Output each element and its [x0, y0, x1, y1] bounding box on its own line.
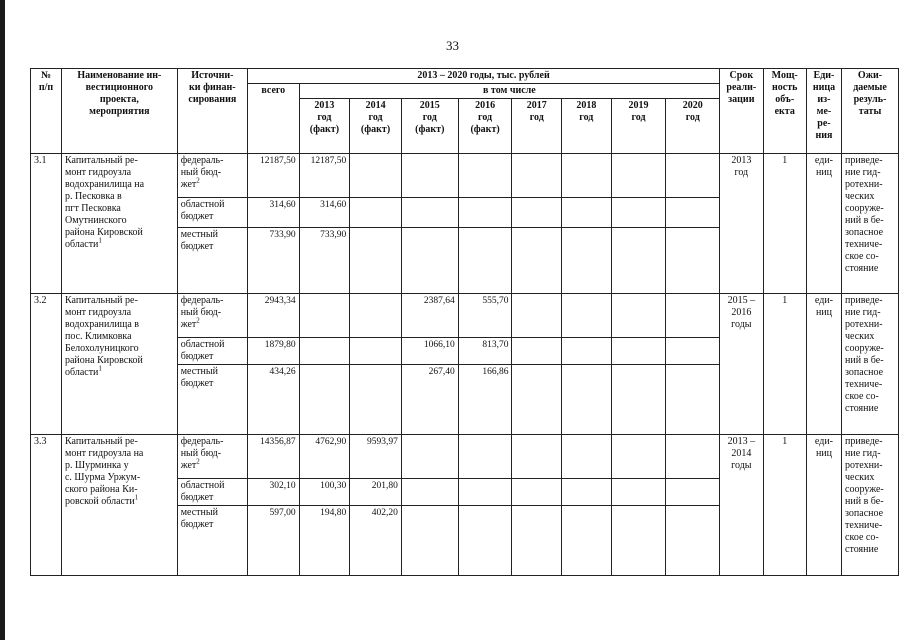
object-capacity-text: 1: [782, 155, 788, 166]
amount-year-2016: [458, 365, 512, 435]
header-year-2017: 2017 год: [512, 99, 562, 154]
amount-total: [247, 294, 299, 338]
amount-year-2016: [458, 479, 512, 506]
table-row: [31, 435, 899, 479]
amount-year-2015-text: 1066,10: [423, 340, 455, 350]
amount-year-2017: [512, 365, 562, 435]
funding-source: [177, 294, 247, 338]
amount-year-2018: [562, 479, 612, 506]
amount-year-2019: [611, 365, 666, 435]
amount-total-text: 1879,80: [264, 340, 296, 350]
expected-result: [842, 435, 899, 576]
footnote-mark: 1: [98, 364, 102, 373]
footnote-mark: 1: [134, 493, 139, 502]
amount-year-2020: [666, 338, 720, 365]
amount-total: [247, 365, 299, 435]
amount-year-2020: [666, 365, 720, 435]
implementation-term-text: 2013 год: [731, 155, 752, 178]
amount-year-2020: [666, 506, 720, 576]
header-year-2016: 2016 год (факт): [458, 99, 512, 154]
amount-year-2016-text: 555,70: [482, 296, 509, 306]
amount-total: [247, 506, 299, 576]
header-name: Наименование ин- вестиционного проекта, мероприятия: [61, 69, 177, 154]
amount-year-2014: [350, 506, 402, 576]
amount-year-2013-text: 194,80: [320, 508, 347, 518]
amount-year-2015: [401, 198, 458, 228]
amount-year-2017: [512, 479, 562, 506]
amount-year-2013: [299, 154, 350, 198]
amount-year-2019: [611, 154, 666, 198]
header-year-2019: 2019 год: [611, 99, 666, 154]
amount-year-2013-text: 4762,90: [315, 437, 347, 447]
object-capacity: [763, 435, 806, 576]
project-number-text: 3.3: [34, 436, 47, 447]
expected-result-text: приведе- ние гид- ротехни- ческих сооруже- ний в бе- зопасное техниче- ское со- стояние: [845, 155, 884, 274]
amount-total: [247, 198, 299, 228]
amount-year-2018: [562, 294, 612, 338]
amount-year-2016: [458, 506, 512, 576]
amount-year-2013: [299, 198, 350, 228]
expected-result: [842, 294, 899, 435]
footnote-mark: 1: [98, 236, 102, 245]
funding-source-text: федераль- ный бюд- жет: [180, 295, 224, 330]
funding-source-text: федераль- ный бюд- жет: [180, 436, 224, 471]
amount-year-2018: [562, 365, 612, 435]
measurement-unit: [806, 154, 841, 294]
project-number: [31, 294, 62, 435]
project-number: [31, 154, 62, 294]
amount-year-2016: [458, 154, 512, 198]
project-number-text: 3.1: [34, 155, 47, 166]
amount-year-2015-text: 267,40: [428, 367, 455, 377]
amount-year-2018: [562, 228, 612, 294]
funding-source: [177, 228, 247, 294]
header-year-2014: 2014 год (факт): [350, 99, 402, 154]
amount-year-2019: [611, 228, 666, 294]
header-source: Источни- ки финан- сирования: [177, 69, 247, 154]
amount-total-text: 597,00: [269, 508, 296, 518]
project-name: [61, 154, 177, 294]
measurement-unit: [806, 294, 841, 435]
investment-table: [30, 68, 899, 576]
amount-total-text: 733,90: [269, 230, 296, 240]
amount-year-2013: [299, 479, 350, 506]
project-number-text: 3.2: [34, 295, 47, 306]
amount-year-2016: [458, 198, 512, 228]
table-row: [31, 154, 899, 198]
implementation-term: [720, 154, 763, 294]
amount-year-2014-text: 402,20: [371, 508, 398, 518]
amount-year-2013-text: 100,30: [320, 481, 347, 491]
amount-year-2019: [611, 506, 666, 576]
project-name: [61, 435, 177, 576]
amount-year-2013: [299, 228, 350, 294]
amount-year-2017: [512, 154, 562, 198]
object-capacity-text: 1: [782, 436, 788, 447]
funding-source: [177, 506, 247, 576]
amount-total-text: 434,26: [269, 367, 296, 377]
amount-year-2014: [350, 338, 402, 365]
funding-source-text: местный бюджет: [180, 229, 218, 252]
amount-year-2018: [562, 338, 612, 365]
page-number: 33: [446, 38, 459, 53]
amount-year-2013-text: 12187,50: [310, 156, 347, 166]
implementation-term-text: 2013 – 2014 годы: [727, 436, 756, 471]
amount-year-2017: [512, 338, 562, 365]
amount-year-2016-text: 166,86: [482, 367, 509, 377]
project-name-text: Капитальный ре- монт гидроузла на р. Шурминка у с. Шурма Уржум- ского района Ки- ровской области: [64, 436, 144, 507]
funding-source-text: областной бюджет: [180, 199, 225, 222]
amount-total-text: 12187,50: [259, 156, 296, 166]
funding-source: [177, 338, 247, 365]
footnote-mark: 2: [196, 176, 200, 185]
object-capacity: [763, 294, 806, 435]
amount-total: [247, 338, 299, 365]
expected-result-text: приведе- ние гид- ротехни- ческих сооруже- ний в бе- зопасное техниче- ское со- стояние: [845, 295, 884, 414]
amount-year-2020: [666, 154, 720, 198]
amount-year-2016: [458, 294, 512, 338]
implementation-term: [720, 294, 763, 435]
funding-source: [177, 435, 247, 479]
amount-year-2017: [512, 435, 562, 479]
amount-year-2014: [350, 479, 402, 506]
amount-year-2020: [666, 435, 720, 479]
funding-source-text: местный бюджет: [180, 366, 218, 389]
expected-result-text: приведе- ние гид- ротехни- ческих сооруже- ний в бе- зопасное техниче- ское со- стояние: [845, 436, 884, 555]
amount-year-2015: [401, 435, 458, 479]
amount-year-2019: [611, 338, 666, 365]
amount-year-2014: [350, 294, 402, 338]
project-name-text: Капитальный ре- монт гидроузла водохранилища в пос. Климковка Белохолуницкого района Кировской области: [64, 295, 143, 378]
amount-year-2015: [401, 338, 458, 365]
header-year-2020: 2020 год: [666, 99, 720, 154]
amount-year-2015: [401, 506, 458, 576]
amount-year-2015: [401, 365, 458, 435]
amount-year-2015-text: 2387,64: [423, 296, 455, 306]
amount-year-2019: [611, 198, 666, 228]
funding-source: [177, 365, 247, 435]
amount-year-2018: [562, 506, 612, 576]
amount-year-2017: [512, 506, 562, 576]
header-capacity: Мощ- ность объ- екта: [763, 69, 806, 154]
amount-year-2020: [666, 198, 720, 228]
implementation-term-text: 2015 – 2016 годы: [727, 295, 756, 330]
funding-source-text: местный бюджет: [180, 507, 218, 530]
measurement-unit-text: еди- ниц: [814, 155, 833, 178]
footnote-mark: 2: [196, 316, 200, 325]
amount-year-2018: [562, 198, 612, 228]
amount-total-text: 302,10: [269, 481, 296, 491]
amount-year-2013: [299, 435, 350, 479]
amount-total-text: 2943,34: [264, 296, 296, 306]
amount-year-2017: [512, 198, 562, 228]
object-capacity-text: 1: [782, 295, 788, 306]
header-year-2015: 2015 год (факт): [401, 99, 458, 154]
amount-year-2013: [299, 338, 350, 365]
measurement-unit: [806, 435, 841, 576]
amount-total: [247, 479, 299, 506]
amount-total: [247, 228, 299, 294]
funding-source: [177, 198, 247, 228]
amount-total: [247, 435, 299, 479]
expected-result: [842, 154, 899, 294]
amount-year-2020: [666, 228, 720, 294]
amount-year-2014-text: 201,80: [371, 481, 398, 491]
amount-year-2017: [512, 294, 562, 338]
funding-source: [177, 154, 247, 198]
amount-year-2015: [401, 479, 458, 506]
header-including: в том числе: [299, 84, 720, 99]
project-name-text: Капитальный ре- монт гидроузла водохранилища на р. Песковка в пгт Песковка Омутнинского района Кировской области: [64, 155, 145, 250]
header-term: Срок реали- зации: [720, 69, 763, 154]
header-period: 2013 – 2020 годы, тыс. рублей: [247, 69, 719, 84]
amount-total-text: 14356,87: [259, 437, 296, 447]
amount-year-2014: [350, 198, 402, 228]
header-no: № п/п: [31, 69, 62, 154]
page-left-edge: [0, 0, 5, 640]
table-row: [31, 294, 899, 338]
amount-year-2013: [299, 365, 350, 435]
amount-year-2014: [350, 228, 402, 294]
funding-source-text: федераль- ный бюд- жет: [180, 155, 224, 190]
header-year-2013: 2013 год (факт): [299, 99, 350, 154]
footnote-mark: 2: [196, 457, 200, 466]
amount-year-2013-text: 733,90: [320, 230, 347, 240]
amount-year-2014: [350, 365, 402, 435]
amount-year-2018: [562, 154, 612, 198]
amount-year-2016: [458, 338, 512, 365]
amount-year-2015: [401, 154, 458, 198]
object-capacity: [763, 154, 806, 294]
project-number: [31, 435, 62, 576]
funding-source-text: областной бюджет: [180, 339, 225, 362]
amount-year-2015: [401, 228, 458, 294]
amount-year-2019: [611, 294, 666, 338]
measurement-unit-text: еди- ниц: [814, 436, 833, 459]
amount-year-2013-text: 314,60: [320, 200, 347, 210]
amount-year-2020: [666, 479, 720, 506]
amount-year-2014: [350, 154, 402, 198]
amount-year-2014: [350, 435, 402, 479]
amount-year-2018: [562, 435, 612, 479]
header-year-2018: 2018 год: [562, 99, 612, 154]
amount-total: [247, 154, 299, 198]
amount-year-2013: [299, 506, 350, 576]
funding-source-text: областной бюджет: [180, 480, 225, 503]
amount-year-2015: [401, 294, 458, 338]
amount-year-2016: [458, 228, 512, 294]
header-result: Ожи- даемые резуль- таты: [842, 69, 899, 154]
amount-year-2014-text: 9593,97: [367, 437, 398, 447]
amount-year-2016: [458, 435, 512, 479]
header-total: всего: [247, 84, 299, 154]
amount-year-2016-text: 813,70: [482, 340, 509, 350]
implementation-term: [720, 435, 763, 576]
amount-year-2013: [299, 294, 350, 338]
project-name: [61, 294, 177, 435]
measurement-unit-text: еди- ниц: [814, 295, 833, 318]
amount-total-text: 314,60: [269, 200, 296, 210]
header-unit: Еди- ница из- ме- ре- ния: [806, 69, 841, 154]
amount-year-2020: [666, 294, 720, 338]
amount-year-2017: [512, 228, 562, 294]
funding-source: [177, 479, 247, 506]
amount-year-2019: [611, 479, 666, 506]
amount-year-2019: [611, 435, 666, 479]
